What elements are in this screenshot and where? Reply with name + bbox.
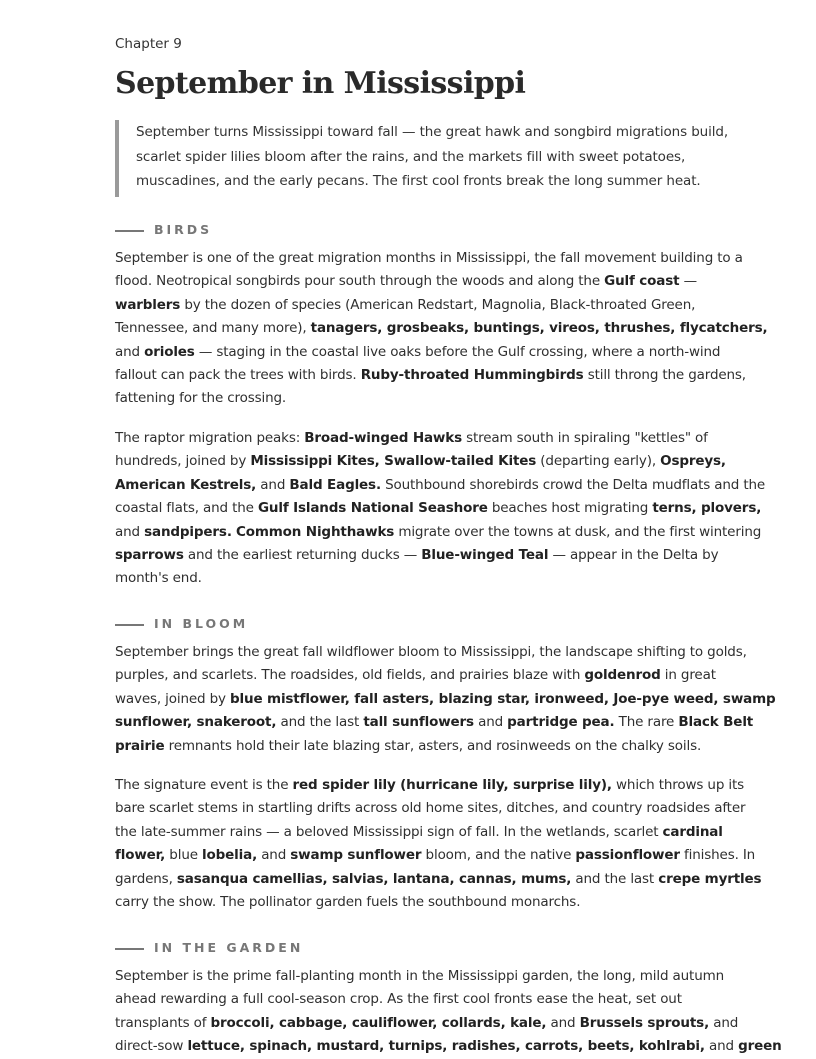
bold-term: goldenrod [584,667,661,684]
text-run: by the dozen of species (American Redstart, Magnolia, Black-throated Green, [180,296,696,313]
text-line [115,544,719,567]
text-run: bare scarlet stems in startling drifts across old home sites, ditches, and country roadsides after [115,800,746,817]
intro-blockquote [115,120,729,197]
paragraph [115,641,776,758]
bold-term: warblers [115,296,181,313]
text-run: and the last [571,870,659,887]
heading-rule [115,624,144,626]
bold-term: Blue-winged Teal [421,546,549,563]
text-line [115,774,745,797]
text-line [115,1012,739,1035]
text-run: month's end. [115,570,202,587]
bold-term: Bald Eagles. [289,476,381,493]
bold-term: Mississippi Kites, Swallow-tailed Kites [250,453,537,470]
text-line [115,844,756,867]
bold-term: tanagers, grosbeaks, buntings, vireos, thrushes, flycatchers, [310,320,768,337]
bold-term: Ruby-throated Hummingbirds [360,366,584,383]
bold-term: swamp sunflower [290,847,422,864]
text-line [115,450,726,473]
section-heading [115,940,705,956]
text-run: (departing early), [536,453,661,470]
bold-term: sparrows [115,546,184,563]
bold-term: sandpipers. [144,523,232,540]
intro-line: scarlet spider lilies bloom after the rains, and the markets fill with sweet potatoes, [136,148,686,165]
text-run: September is the prime fall-planting month in the Mississippi garden, the long, mild autumn [115,968,725,984]
text-run: stream south in spiraling "kettles" of [461,430,708,446]
text-line [115,474,766,497]
bold-term: crepe myrtles [658,870,762,887]
text-run: September is one of the great migration months in Mississippi, the fall movement building to a [115,250,743,266]
bold-term: sunflower, snakeroot, [115,714,277,731]
bold-term: green [738,1038,782,1055]
text-run: flood. Neotropical songbirds pour south through the woods and along the [115,273,605,290]
bold-term: cardinal [662,823,723,840]
text-run: waves, joined by [115,690,231,707]
text-line [115,427,708,450]
bold-term: sasanqua camellias, salvias, lantana, cannas, mums, [176,870,572,887]
bold-term: prairie [115,737,165,754]
paragraph [115,427,766,591]
chapter-label: Chapter 9 [115,36,182,52]
bold-term: tall sunflowers [363,714,474,731]
text-run: Southbound shorebirds crowd the Delta mudflats and the [380,476,766,493]
text-run: transplants of [115,1014,211,1031]
text-run: remnants hold their late blazing star, asters, and rosinweeds on the chalky soils. [164,737,702,754]
section-heading [115,222,705,238]
text-line [115,688,776,711]
paragraph [115,247,768,411]
text-run: fattening for the crossing. [115,390,287,407]
text-line [115,711,754,734]
text-line [115,988,705,1011]
text-run: September brings the great fall wildflower bloom to Mississippi, the landscape shifting to golds, [115,644,747,660]
bold-term: Black Belt [678,714,754,731]
text-run: gardens, [115,870,177,887]
text-line [115,641,747,664]
text-run: The raptor migration peaks: [115,430,305,446]
text-run: The rare [614,714,679,731]
intro-line: September turns Mississippi toward fall — the great hawk and songbird migrations build, [136,124,729,140]
text-run: beaches host migrating [487,500,653,517]
bold-term: American Kestrels, [115,476,257,493]
bold-term: Common Nighthawks [235,523,395,540]
text-line [115,1035,782,1058]
section-in-the-garden [115,940,782,1055]
text-run: fallout can pack the trees with birds. [115,366,361,383]
text-run: coastal flats, and the [115,500,258,517]
bold-term: lettuce, spinach, mustard, turnips, radishes, carrots, beets, kohlrabi, [187,1038,705,1055]
heading-rule [115,948,144,950]
text-line [115,797,746,820]
section-title: BIRDS [154,222,213,237]
bold-term: flower, [115,847,166,864]
paragraph [115,774,762,914]
bold-term: orioles [144,343,195,360]
intro-line: muscadines, and the early pecans. The first cool fronts break the long summer heat. [136,173,701,189]
text-run: Tennessee, and many more), [115,320,311,337]
paragraph [115,965,782,1059]
text-run: and [473,714,508,731]
text-run: in great [660,667,716,684]
text-run: carry the show. The pollinator garden fuels the southbound monarchs. [115,893,581,910]
text-run: and [115,523,145,540]
text-line [115,294,705,317]
text-run: and [115,343,145,360]
text-run: bloom, and the native [421,847,576,864]
text-run: and [704,1038,739,1055]
text-run: and [257,847,291,864]
bold-term: Gulf coast [604,273,680,290]
text-run: The signature event is the [115,777,293,793]
section-birds [115,222,768,587]
text-run: and [709,1014,739,1031]
text-line [115,270,705,293]
text-run: the late-summer rains — a beloved Mississippi sign of fall. In the wetlands, scarlet [115,823,663,840]
text-run: which throws up its [611,777,745,793]
bold-term: Brussels sprouts, [579,1014,710,1031]
text-line [115,965,725,988]
text-line [115,821,723,844]
text-line [115,364,746,387]
text-run: and [256,476,290,493]
text-run: and the last [276,714,364,731]
text-run: hundreds, joined by [115,453,251,470]
text-line [115,387,705,410]
bold-term: terns, plovers, [652,500,762,517]
bold-term: Ospreys, [660,453,726,470]
bold-term: partridge pea. [507,714,615,731]
text-line [115,341,721,364]
section-title: IN THE GARDEN [154,940,304,955]
heading-rule [115,230,144,232]
text-line [115,521,762,544]
text-run: finishes. In [679,847,756,864]
bold-term: blue mistflower, fall asters, blazing star, ironweed, Joe-pye weed, swamp [230,690,776,707]
text-line [115,891,705,914]
section-title: IN BLOOM [154,616,249,631]
bold-term: passionflower [575,847,680,864]
text-run: and the earliest returning ducks — [183,546,422,563]
text-run: still throng the gardens, [583,366,746,383]
bold-term: Gulf Islands National Seashore [257,500,488,517]
page-title: September in Mississippi [115,66,526,101]
section-heading [115,616,705,632]
text-run: — staging in the coastal live oaks before the Gulf crossing, where a north-wind [194,343,721,360]
bold-term: red spider lily (hurricane lily, surprise lily), [292,777,612,793]
text-run: — appear in the Delta by [548,546,719,563]
text-line [115,567,705,590]
text-line [115,497,762,520]
text-line [115,247,743,270]
bold-term: lobelia, [202,847,258,864]
text-run: ahead rewarding a full cool-season crop. As the first cool fronts ease the heat, set out [115,991,682,1008]
text-line [115,735,705,758]
text-run: direct-sow [115,1038,188,1055]
section-in-bloom [115,616,776,910]
text-line [115,664,716,687]
text-run: blue [165,847,203,864]
bold-term: Broad-winged Hawks [304,430,462,446]
text-run: and [546,1014,580,1031]
text-run: purples, and scarlets. The roadsides, old fields, and prairies blaze with [115,667,585,684]
text-run: — [679,273,697,290]
text-line [115,317,768,340]
text-line [115,868,762,891]
bold-term: broccoli, cabbage, cauliflower, collards, kale, [210,1014,547,1031]
text-run: migrate over the towns at dusk, and the first wintering [394,523,762,540]
